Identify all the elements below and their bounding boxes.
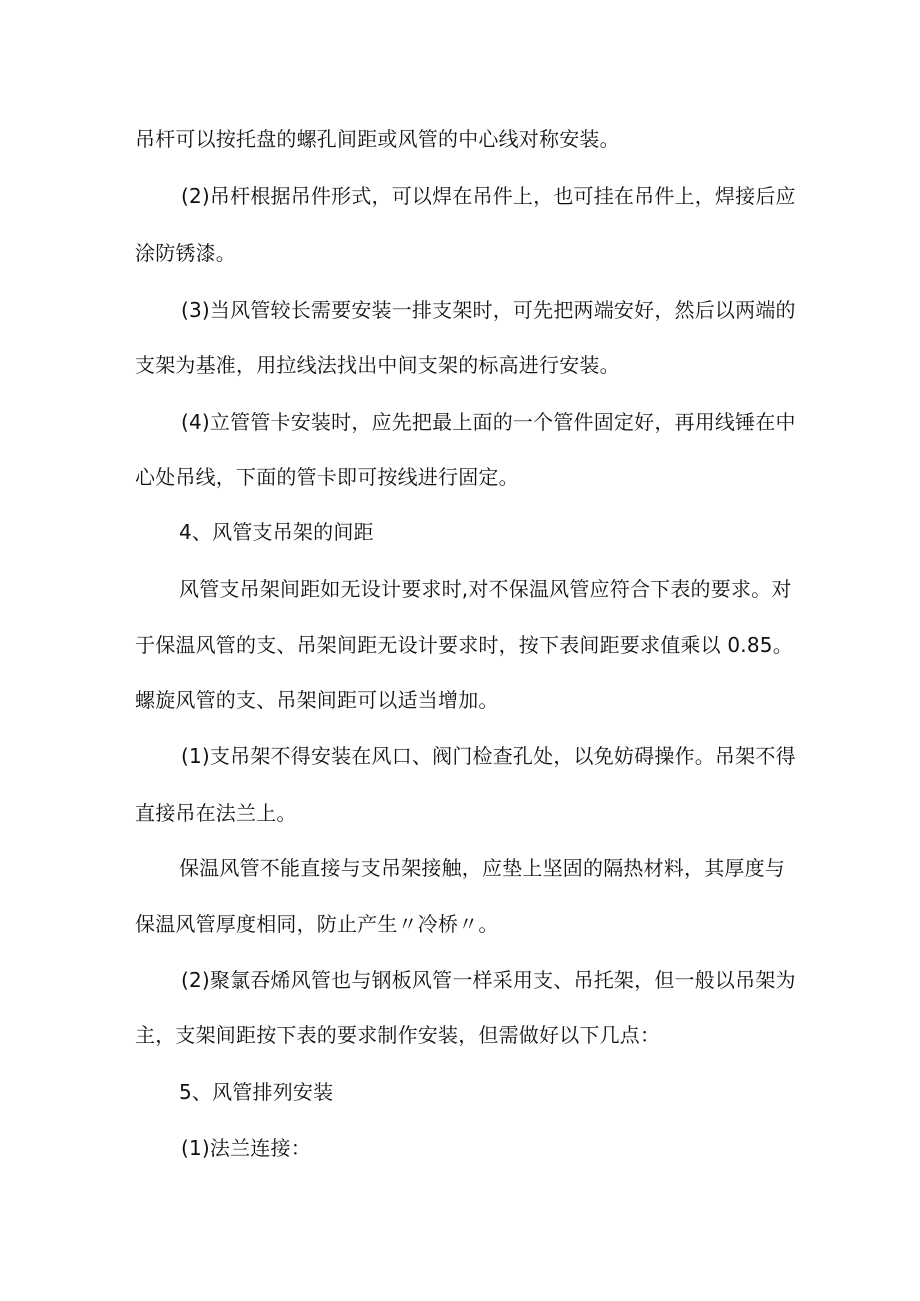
list-item-4-line-2: 心处吊线，下面的管卡即可按线进行固定。 [135, 465, 519, 489]
list-item-1-line-1: (1)支吊架不得安装在风口、阀门检查孔处，以免妨碍操作。吊架不得 [181, 744, 796, 768]
list-item-3-line-1: (3)当风管较长需要安装一排支架时，可先把两端安好，然后以两端的 [181, 298, 796, 322]
list-item-4-line-1: (4)立管管卡安装时，应先把最上面的一个管件固定好，再用线锤在中 [181, 410, 796, 434]
list-item-1-line-2: 直接吊在法兰上。 [135, 801, 297, 825]
list-item-3-line-2: 支架为基准，用拉线法找出中间支架的标高进行安装。 [135, 353, 620, 377]
list-item-pvc-line-2: 主，支架间距按下表的要求制作安装，但需做好以下几点： [135, 1023, 661, 1047]
paragraph-spacing-line-2: 于保温风管的支、吊架间距无设计要求时，按下表间距要求值乘以 0.85。 [135, 633, 793, 657]
text-line: 吊杆可以按托盘的螺孔间距或风管的中心线对称安装。 [135, 127, 620, 151]
list-item-2-line-1: (2)吊杆根据吊件形式，可以焊在吊件上，也可挂在吊件上，焊接后应 [181, 184, 796, 208]
section-heading-4: 4、风管支吊架的间距 [179, 520, 374, 544]
section-heading-5: 5、风管排列安装 [179, 1080, 334, 1104]
list-item-2-line-2: 涂防锈漆。 [135, 241, 236, 265]
paragraph-insulation-line-1: 保温风管不能直接与支吊架接触，应垫上坚固的隔热材料，其厚度与 [179, 856, 785, 880]
paragraph-spacing-line-1: 风管支吊架间距如无设计要求时,对不保温风管应符合下表的要求。对 [179, 577, 792, 601]
paragraph-insulation-line-2: 保温风管厚度相同，防止产生〃冷桥〃。 [135, 912, 499, 936]
list-item-pvc-line-1: (2)聚氯吞烯风管也与钢板风管一样采用支、吊托架，但一般以吊架为 [181, 968, 796, 992]
paragraph-spacing-line-3: 螺旋风管的支、吊架间距可以适当增加。 [135, 688, 499, 712]
list-item-flange: (1)法兰连接： [181, 1136, 311, 1160]
